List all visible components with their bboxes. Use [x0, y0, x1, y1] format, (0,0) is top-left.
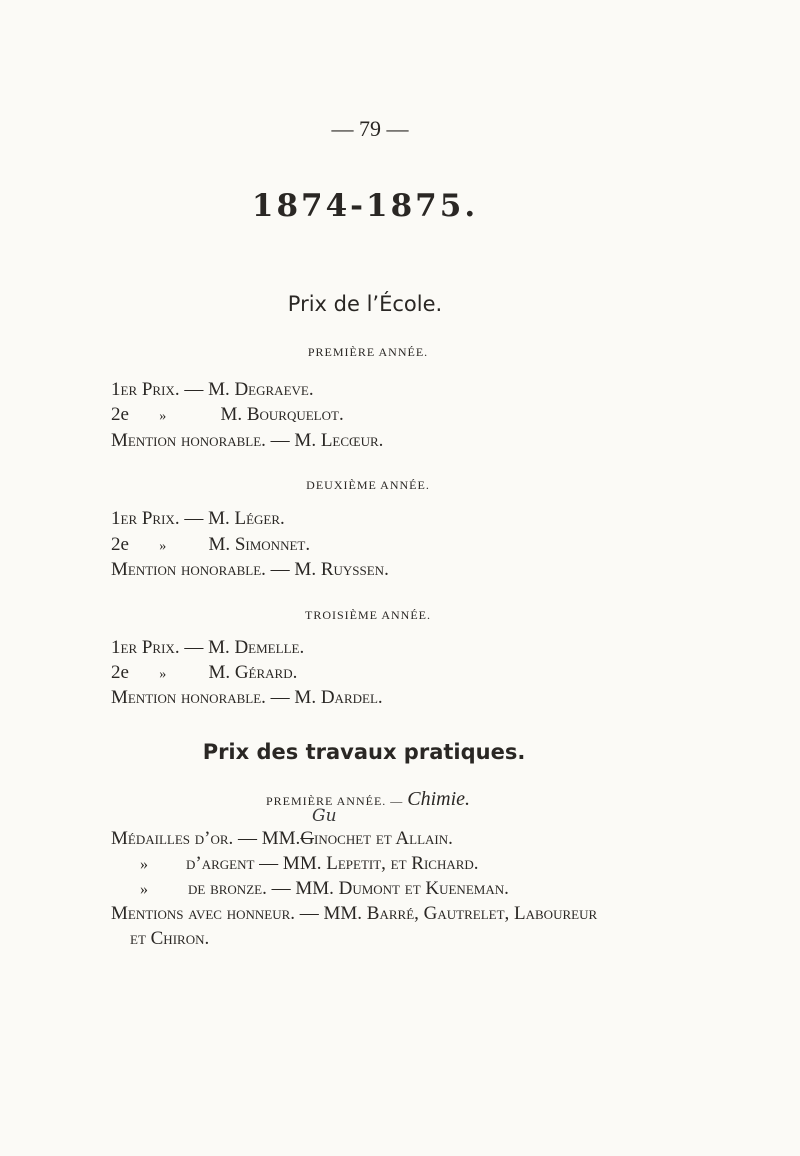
- second-prize-name: M. Gérard.: [208, 662, 298, 683]
- mention-line: Mention honorable. — M. Ruyssen.: [111, 559, 389, 580]
- second-prize-mark: 2e: [111, 662, 129, 683]
- mention-line: Mention honorable. — M. Dardel.: [111, 687, 383, 708]
- gold-label: Médailles d’or. — MM.: [111, 828, 301, 849]
- silver-medals-line: [140, 853, 479, 875]
- honours-line: Mentions avec honneur. — MM. Barré, Gautrelet, Laboureur: [111, 903, 598, 924]
- ditto-mark: »: [159, 409, 167, 424]
- first-prize-line: 1er Prix. — M. Degraeve.: [111, 379, 314, 400]
- mention-line: Mention honorable. — M. Lecœur.: [111, 430, 384, 451]
- year-title: 1874-1875.: [251, 188, 479, 224]
- ditto-mark: »: [159, 539, 167, 554]
- year-heading-first: PREMIÈRE ANNÉE.: [307, 345, 429, 359]
- school-prize-title: Prix de l’École.: [287, 292, 443, 316]
- second-prize-line: [111, 662, 297, 684]
- second-prize-name: M. Simonnet.: [208, 534, 311, 555]
- gold-medals-line: [111, 828, 453, 850]
- silver-names: d’argent — MM. Lepetit, et Richard.: [186, 853, 479, 874]
- second-prize-name: M. Bourquelot.: [220, 404, 344, 425]
- year-heading-second: DEUXIÈME ANNÉE.: [306, 478, 430, 492]
- ditto-mark: »: [140, 881, 148, 898]
- second-prize-line: [111, 404, 344, 426]
- gold-names: inochet et Allain.: [314, 828, 453, 849]
- second-prize-mark: 2e: [111, 534, 129, 555]
- handwritten-correction: Gu: [312, 806, 337, 826]
- practical-prize-title: Prix des travaux pratiques.: [202, 740, 526, 764]
- honours-continuation: et Chiron.: [130, 928, 210, 949]
- year-heading-third: TROISIÈME ANNÉE.: [305, 608, 431, 622]
- second-prize-mark: 2e: [111, 404, 129, 425]
- page-number: — 79 —: [331, 116, 409, 141]
- practical-heading-subject: Chimie.: [407, 788, 471, 810]
- first-prize-line: 1er Prix. — M. Demelle.: [111, 637, 305, 658]
- bronze-names: de bronze. — MM. Dumont et Kueneman.: [188, 878, 509, 899]
- practical-year-heading: [0, 788, 736, 811]
- second-prize-line: [111, 534, 310, 556]
- ditto-mark: »: [159, 667, 167, 682]
- ditto-mark: »: [140, 856, 148, 873]
- first-prize-line: 1er Prix. — M. Léger.: [111, 508, 285, 529]
- practical-heading-label: PREMIÈRE ANNÉE. —: [265, 794, 404, 808]
- bronze-medals-line: [140, 878, 509, 900]
- struck-letter: G: [300, 828, 315, 849]
